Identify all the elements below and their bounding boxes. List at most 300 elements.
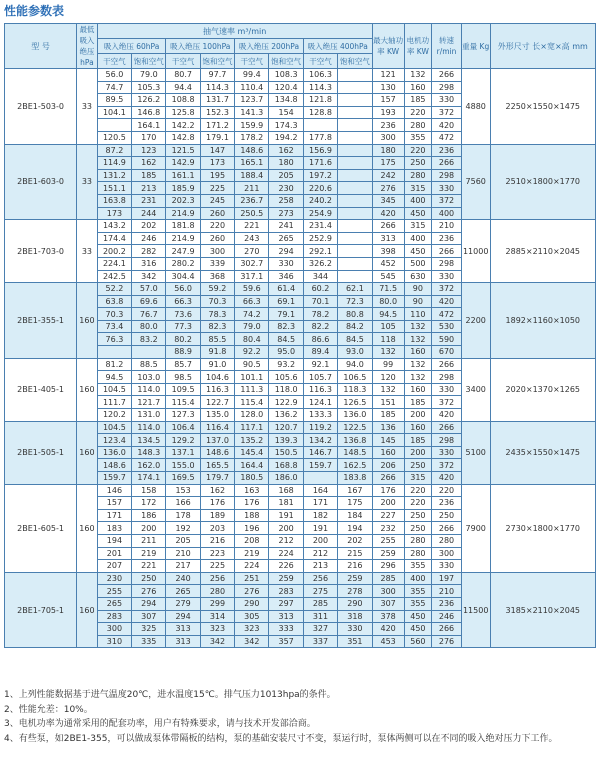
weight-value: 5100 bbox=[461, 421, 490, 484]
motor-power-cell: 315 bbox=[404, 472, 431, 485]
motor-power-cell: 450 bbox=[404, 610, 431, 623]
flow-cell: 191 bbox=[269, 509, 303, 522]
speed-cell: 670 bbox=[432, 346, 462, 359]
motor-power-cell: 500 bbox=[404, 257, 431, 270]
flow-cell: 165.5 bbox=[200, 459, 234, 472]
flow-cell: 162 bbox=[200, 484, 234, 497]
table-row bbox=[5, 144, 596, 157]
max-power-cell: 206 bbox=[372, 459, 404, 472]
flow-cell: 276 bbox=[132, 585, 166, 598]
max-power-cell: 120 bbox=[372, 371, 404, 384]
flow-cell: 183 bbox=[97, 522, 131, 535]
flow-cell: 207 bbox=[97, 560, 131, 573]
speed-cell: 298 bbox=[432, 434, 462, 447]
flow-cell: 215 bbox=[338, 547, 372, 560]
flow-cell: 256 bbox=[303, 572, 337, 585]
flow-cell: 259 bbox=[269, 572, 303, 585]
table-row bbox=[5, 283, 596, 296]
header-saturated-air: 饱和空气 bbox=[200, 54, 234, 69]
flow-cell: 188 bbox=[235, 509, 269, 522]
motor-power-cell: 450 bbox=[404, 623, 431, 636]
flow-cell: 184 bbox=[338, 509, 372, 522]
flow-cell: 177.8 bbox=[303, 131, 337, 144]
flow-cell: 171 bbox=[303, 497, 337, 510]
flow-cell: 131.0 bbox=[132, 409, 166, 422]
flow-cell: 95.0 bbox=[269, 346, 303, 359]
flow-cell: 168 bbox=[269, 484, 303, 497]
flow-cell: 104.6 bbox=[200, 371, 234, 384]
flow-cell: 231 bbox=[132, 194, 166, 207]
flow-cell: 194 bbox=[97, 534, 131, 547]
flow-cell: 134.5 bbox=[132, 434, 166, 447]
flow-cell: 189 bbox=[200, 509, 234, 522]
max-power-cell: 176 bbox=[372, 484, 404, 497]
flow-cell bbox=[303, 119, 337, 132]
motor-power-cell: 160 bbox=[404, 81, 431, 94]
flow-cell: 82.2 bbox=[303, 320, 337, 333]
flow-cell: 154 bbox=[269, 106, 303, 119]
flow-cell: 310 bbox=[97, 635, 131, 648]
flow-cell: 176 bbox=[200, 497, 234, 510]
motor-power-cell: 160 bbox=[404, 421, 431, 434]
max-power-cell: 307 bbox=[372, 597, 404, 610]
flow-cell: 142.2 bbox=[166, 119, 200, 132]
flow-cell: 195 bbox=[200, 169, 234, 182]
flow-cell: 217 bbox=[166, 560, 200, 573]
flow-cell: 84.2 bbox=[338, 320, 372, 333]
flow-cell: 357 bbox=[269, 635, 303, 648]
flow-cell: 136.8 bbox=[338, 434, 372, 447]
max-power-cell: 151 bbox=[372, 396, 404, 409]
flow-cell: 148.5 bbox=[338, 446, 372, 459]
flow-cell bbox=[338, 182, 372, 195]
flow-cell: 283 bbox=[97, 610, 131, 623]
flow-cell: 304.4 bbox=[166, 270, 200, 283]
flow-cell: 212 bbox=[269, 534, 303, 547]
dimensions-value: 2435×1550×1475 bbox=[490, 421, 595, 484]
max-power-cell: 71.5 bbox=[372, 283, 404, 296]
flow-cell: 224 bbox=[269, 547, 303, 560]
flow-cell: 81.2 bbox=[97, 358, 131, 371]
motor-power-cell: 220 bbox=[404, 484, 431, 497]
motor-power-cell: 560 bbox=[404, 635, 431, 648]
max-power-cell: 255 bbox=[372, 534, 404, 547]
flow-cell: 134.2 bbox=[303, 434, 337, 447]
max-power-cell: 145 bbox=[372, 434, 404, 447]
motor-power-cell: 185 bbox=[404, 434, 431, 447]
flow-cell: 72.3 bbox=[338, 295, 372, 308]
speed-cell: 266 bbox=[432, 69, 462, 82]
performance-table bbox=[4, 23, 596, 648]
flow-cell: 168.8 bbox=[269, 459, 303, 472]
flow-cell: 174.3 bbox=[269, 119, 303, 132]
flow-cell: 176 bbox=[235, 497, 269, 510]
flow-cell: 317.1 bbox=[235, 270, 269, 283]
flow-cell: 299 bbox=[200, 597, 234, 610]
flow-cell: 314 bbox=[200, 610, 234, 623]
flow-cell: 136.2 bbox=[269, 409, 303, 422]
motor-power-cell: 355 bbox=[404, 560, 431, 573]
flow-cell: 122.9 bbox=[269, 396, 303, 409]
flow-cell: 225 bbox=[200, 560, 234, 573]
flow-cell: 283 bbox=[269, 585, 303, 598]
max-power-cell: 378 bbox=[372, 610, 404, 623]
flow-cell: 166 bbox=[166, 497, 200, 510]
flow-cell: 240.2 bbox=[303, 194, 337, 207]
flow-cell: 252.9 bbox=[303, 232, 337, 245]
flow-cell: 124.1 bbox=[303, 396, 337, 409]
motor-power-cell: 132 bbox=[404, 358, 431, 371]
speed-cell: 330 bbox=[432, 383, 462, 396]
motor-power-cell: 220 bbox=[404, 144, 431, 157]
flow-cell: 259 bbox=[338, 572, 372, 585]
flow-cell: 69.1 bbox=[269, 295, 303, 308]
flow-cell: 223 bbox=[200, 547, 234, 560]
model-name: 2BE1-605-1 bbox=[5, 484, 77, 572]
flow-cell bbox=[338, 106, 372, 119]
header-max-power: 最大轴功率 KW bbox=[372, 24, 404, 69]
max-power-cell: 259 bbox=[372, 547, 404, 560]
min-pressure-value: 160 bbox=[77, 484, 98, 572]
flow-cell: 224 bbox=[235, 560, 269, 573]
flow-cell: 325 bbox=[132, 623, 166, 636]
flow-cell: 174.1 bbox=[132, 472, 166, 485]
speed-cell: 236 bbox=[432, 144, 462, 157]
note-2: 2、性能允差：10%。 bbox=[4, 704, 93, 715]
note-1: 1、上列性能数据基于进气温度20℃，进水温度15℃。排气压力1013hpa的条件。 bbox=[4, 690, 336, 700]
flow-cell: 146.7 bbox=[303, 446, 337, 459]
flow-cell: 146 bbox=[97, 484, 131, 497]
flow-cell bbox=[338, 144, 372, 157]
flow-cell: 202 bbox=[132, 220, 166, 233]
flow-cell: 174.4 bbox=[97, 232, 131, 245]
flow-cell: 260 bbox=[200, 232, 234, 245]
flow-cell: 77.3 bbox=[166, 320, 200, 333]
max-power-cell: 118 bbox=[372, 333, 404, 346]
speed-cell: 420 bbox=[432, 119, 462, 132]
flow-cell: 90.5 bbox=[235, 358, 269, 371]
flow-cell: 167 bbox=[338, 484, 372, 497]
flow-cell: 120.7 bbox=[269, 421, 303, 434]
weight-value: 7900 bbox=[461, 484, 490, 572]
flow-cell: 178 bbox=[166, 509, 200, 522]
flow-cell: 230 bbox=[269, 182, 303, 195]
flow-cell: 171 bbox=[97, 509, 131, 522]
flow-cell: 94.5 bbox=[97, 371, 131, 384]
flow-cell: 82.3 bbox=[269, 320, 303, 333]
flow-cell: 105.7 bbox=[303, 371, 337, 384]
speed-cell: 472 bbox=[432, 308, 462, 321]
header-group-2: 吸入绝压 100hPa bbox=[166, 39, 235, 54]
flow-cell: 196 bbox=[235, 522, 269, 535]
flow-cell: 280.2 bbox=[166, 257, 200, 270]
max-power-cell: 121 bbox=[372, 69, 404, 82]
flow-cell: 214.9 bbox=[166, 207, 200, 220]
flow-cell: 220 bbox=[200, 220, 234, 233]
max-power-cell: 136 bbox=[372, 421, 404, 434]
min-pressure-value: 160 bbox=[77, 421, 98, 484]
min-pressure-value: 160 bbox=[77, 358, 98, 421]
header-dry-air: 干空气 bbox=[166, 54, 200, 69]
flow-cell: 93.0 bbox=[338, 346, 372, 359]
flow-cell: 225 bbox=[200, 182, 234, 195]
motor-power-cell: 315 bbox=[404, 220, 431, 233]
flow-cell: 221 bbox=[132, 560, 166, 573]
flow-cell: 300 bbox=[97, 623, 131, 636]
flow-cell: 62.1 bbox=[338, 283, 372, 296]
flow-cell: 164.1 bbox=[132, 119, 166, 132]
flow-cell: 230 bbox=[97, 572, 131, 585]
flow-cell: 111.3 bbox=[235, 383, 269, 396]
flow-cell: 93.2 bbox=[269, 358, 303, 371]
flow-cell: 279 bbox=[166, 597, 200, 610]
header-group-4: 吸入绝压 400hPa bbox=[303, 39, 372, 54]
flow-cell: 185 bbox=[132, 169, 166, 182]
flow-cell: 92.2 bbox=[235, 346, 269, 359]
header-group-1: 吸入绝压 60hPa bbox=[97, 39, 166, 54]
speed-cell: 266 bbox=[432, 623, 462, 636]
flow-cell: 231.4 bbox=[303, 220, 337, 233]
weight-value: 7560 bbox=[461, 144, 490, 220]
flow-cell: 123.4 bbox=[97, 434, 131, 447]
speed-cell: 266 bbox=[432, 522, 462, 535]
max-power-cell: 266 bbox=[372, 472, 404, 485]
flow-cell: 114.3 bbox=[200, 81, 234, 94]
flow-cell: 85.5 bbox=[200, 333, 234, 346]
motor-power-cell: 280 bbox=[404, 547, 431, 560]
flow-cell: 213 bbox=[303, 560, 337, 573]
flow-cell: 180 bbox=[269, 157, 303, 170]
flow-cell: 91.8 bbox=[200, 346, 234, 359]
flow-cell: 56.0 bbox=[166, 283, 200, 296]
min-pressure-value: 160 bbox=[77, 572, 98, 648]
speed-cell: 210 bbox=[432, 585, 462, 598]
min-pressure-value: 160 bbox=[77, 283, 98, 359]
flow-cell: 242.5 bbox=[97, 270, 131, 283]
max-power-cell: 313 bbox=[372, 232, 404, 245]
motor-power-cell: 250 bbox=[404, 522, 431, 535]
header-saturated-air: 饱和空气 bbox=[338, 54, 372, 69]
flow-cell: 305 bbox=[235, 610, 269, 623]
flow-cell: 76.3 bbox=[97, 333, 131, 346]
flow-cell: 246 bbox=[132, 232, 166, 245]
flow-cell: 186.0 bbox=[269, 472, 303, 485]
model-name: 2BE1-505-1 bbox=[5, 421, 77, 484]
motor-power-cell: 450 bbox=[404, 207, 431, 220]
flow-cell: 86.6 bbox=[303, 333, 337, 346]
flow-cell: 73.6 bbox=[166, 308, 200, 321]
max-power-cell: 398 bbox=[372, 245, 404, 258]
flow-cell: 318 bbox=[338, 610, 372, 623]
speed-cell: 236 bbox=[432, 597, 462, 610]
flow-cell: 323 bbox=[235, 623, 269, 636]
flow-cell: 313 bbox=[269, 610, 303, 623]
header-dimensions: 外形尺寸 长×宽×高 mm bbox=[490, 24, 595, 69]
flow-cell: 94.4 bbox=[166, 81, 200, 94]
max-power-cell: 452 bbox=[372, 257, 404, 270]
flow-cell: 103.0 bbox=[132, 371, 166, 384]
flow-cell: 63.8 bbox=[97, 295, 131, 308]
header-model: 型 号 bbox=[5, 24, 77, 69]
flow-cell: 70.3 bbox=[97, 308, 131, 321]
flow-cell: 300 bbox=[200, 245, 234, 258]
flow-cell: 313 bbox=[166, 623, 200, 636]
flow-cell: 200 bbox=[132, 522, 166, 535]
flow-cell: 106.4 bbox=[166, 421, 200, 434]
max-power-cell: 285 bbox=[372, 572, 404, 585]
flow-cell: 240 bbox=[166, 572, 200, 585]
speed-cell: 420 bbox=[432, 295, 462, 308]
table-row bbox=[5, 421, 596, 434]
flow-cell bbox=[338, 119, 372, 132]
motor-power-cell: 400 bbox=[404, 194, 431, 207]
flow-cell: 121.5 bbox=[166, 144, 200, 157]
speed-cell: 236 bbox=[432, 497, 462, 510]
model-name: 2BE1-703-0 bbox=[5, 220, 77, 283]
flow-cell: 179.1 bbox=[200, 131, 234, 144]
flow-cell: 326.2 bbox=[303, 257, 337, 270]
flow-cell: 203 bbox=[200, 522, 234, 535]
flow-cell: 120.2 bbox=[97, 409, 131, 422]
flow-cell: 84.5 bbox=[338, 333, 372, 346]
motor-power-cell: 185 bbox=[404, 396, 431, 409]
header-dry-air: 干空气 bbox=[235, 54, 269, 69]
flow-cell: 135.2 bbox=[235, 434, 269, 447]
motor-power-cell: 355 bbox=[404, 131, 431, 144]
max-power-cell: 132 bbox=[372, 346, 404, 359]
flow-cell: 200 bbox=[269, 522, 303, 535]
flow-cell: 79.0 bbox=[235, 320, 269, 333]
model-name: 2BE1-705-1 bbox=[5, 572, 77, 648]
flow-cell: 88.5 bbox=[132, 358, 166, 371]
motor-power-cell: 90 bbox=[404, 283, 431, 296]
flow-cell: 141.3 bbox=[235, 106, 269, 119]
flow-cell: 316 bbox=[132, 257, 166, 270]
flow-cell: 276 bbox=[235, 585, 269, 598]
flow-cell: 114.0 bbox=[132, 383, 166, 396]
flow-cell: 106.3 bbox=[303, 69, 337, 82]
flow-cell bbox=[132, 346, 166, 359]
max-power-cell: 345 bbox=[372, 194, 404, 207]
flow-cell: 135.0 bbox=[200, 409, 234, 422]
dimensions-value: 2250×1550×1475 bbox=[490, 69, 595, 145]
motor-power-cell: 132 bbox=[404, 333, 431, 346]
flow-cell: 116.4 bbox=[200, 421, 234, 434]
motor-power-cell: 355 bbox=[404, 585, 431, 598]
flow-cell: 115.4 bbox=[235, 396, 269, 409]
flow-cell: 101.1 bbox=[235, 371, 269, 384]
flow-cell: 153 bbox=[166, 484, 200, 497]
flow-cell: 191 bbox=[303, 522, 337, 535]
flow-cell: 255 bbox=[97, 585, 131, 598]
max-power-cell: 130 bbox=[372, 81, 404, 94]
speed-cell: 372 bbox=[432, 283, 462, 296]
speed-cell: 400 bbox=[432, 207, 462, 220]
speed-cell: 266 bbox=[432, 358, 462, 371]
speed-cell: 330 bbox=[432, 182, 462, 195]
flow-cell: 110.4 bbox=[235, 81, 269, 94]
dimensions-value: 2885×2110×2045 bbox=[490, 220, 595, 283]
table-row bbox=[5, 484, 596, 497]
flow-cell: 114.9 bbox=[97, 157, 131, 170]
speed-cell: 266 bbox=[432, 157, 462, 170]
flow-cell bbox=[338, 157, 372, 170]
flow-cell: 69.6 bbox=[132, 295, 166, 308]
flow-cell: 205 bbox=[166, 534, 200, 547]
flow-cell: 224.1 bbox=[97, 257, 131, 270]
max-power-cell: 132 bbox=[372, 383, 404, 396]
dimensions-value: 2020×1370×1265 bbox=[490, 358, 595, 421]
max-power-cell: 420 bbox=[372, 207, 404, 220]
speed-cell: 472 bbox=[432, 131, 462, 144]
flow-cell: 202 bbox=[338, 534, 372, 547]
motor-power-cell: 250 bbox=[404, 459, 431, 472]
flow-cell: 197.2 bbox=[303, 169, 337, 182]
model-name: 2BE1-355-1 bbox=[5, 283, 77, 359]
flow-cell: 186 bbox=[132, 509, 166, 522]
flow-cell: 212 bbox=[303, 547, 337, 560]
flow-cell: 85.7 bbox=[166, 358, 200, 371]
flow-cell: 66.3 bbox=[166, 295, 200, 308]
flow-cell: 171.6 bbox=[303, 157, 337, 170]
model-name: 2BE1-603-0 bbox=[5, 144, 77, 220]
speed-cell: 246 bbox=[432, 610, 462, 623]
table-row bbox=[5, 358, 596, 371]
flow-cell: 244 bbox=[132, 207, 166, 220]
model-name: 2BE1-503-0 bbox=[5, 69, 77, 145]
flow-cell: 105.3 bbox=[132, 81, 166, 94]
flow-cell: 114.0 bbox=[132, 421, 166, 434]
note-4: 4、有些泵，如2BE1-355，可以做成泵体带隔板的结构，泵的基础安装尺寸不变，泵运行时，泵体两侧可以在不同的吸入绝对压力下工作。 bbox=[4, 733, 558, 744]
speed-cell: 372 bbox=[432, 396, 462, 409]
flow-cell: 185.9 bbox=[166, 182, 200, 195]
flow-cell: 151.1 bbox=[97, 182, 131, 195]
max-power-cell: 175 bbox=[372, 157, 404, 170]
speed-cell: 266 bbox=[432, 245, 462, 258]
note-3: 3、电机功率为通常采用的配套功率，用户有特殊要求，请与技术开发部洽商。 bbox=[4, 719, 316, 730]
weight-value: 2200 bbox=[461, 283, 490, 359]
max-power-cell: 300 bbox=[372, 585, 404, 598]
table-row bbox=[5, 572, 596, 585]
flow-cell: 87.2 bbox=[97, 144, 131, 157]
flow-cell: 59.6 bbox=[235, 283, 269, 296]
flow-cell: 243 bbox=[235, 232, 269, 245]
flow-cell: 202.3 bbox=[166, 194, 200, 207]
flow-cell: 148.6 bbox=[97, 459, 131, 472]
flow-cell bbox=[338, 270, 372, 283]
flow-cell: 139.3 bbox=[269, 434, 303, 447]
max-power-cell: 157 bbox=[372, 94, 404, 107]
flow-cell: 66.3 bbox=[235, 295, 269, 308]
flow-cell: 104.1 bbox=[97, 106, 131, 119]
flow-cell: 84.5 bbox=[269, 333, 303, 346]
flow-cell: 163.8 bbox=[97, 194, 131, 207]
flow-cell: 59.2 bbox=[200, 283, 234, 296]
flow-cell: 108.8 bbox=[166, 94, 200, 107]
flow-cell: 179.7 bbox=[200, 472, 234, 485]
max-power-cell: 99 bbox=[372, 358, 404, 371]
flow-cell: 116.3 bbox=[200, 383, 234, 396]
min-pressure-value: 33 bbox=[77, 144, 98, 220]
flow-cell bbox=[338, 232, 372, 245]
flow-cell: 147 bbox=[200, 144, 234, 157]
motor-power-cell: 160 bbox=[404, 383, 431, 396]
flow-cell: 163 bbox=[235, 484, 269, 497]
speed-cell: 220 bbox=[432, 484, 462, 497]
flow-cell: 80.0 bbox=[132, 320, 166, 333]
flow-cell bbox=[338, 194, 372, 207]
flow-cell: 220.6 bbox=[303, 182, 337, 195]
